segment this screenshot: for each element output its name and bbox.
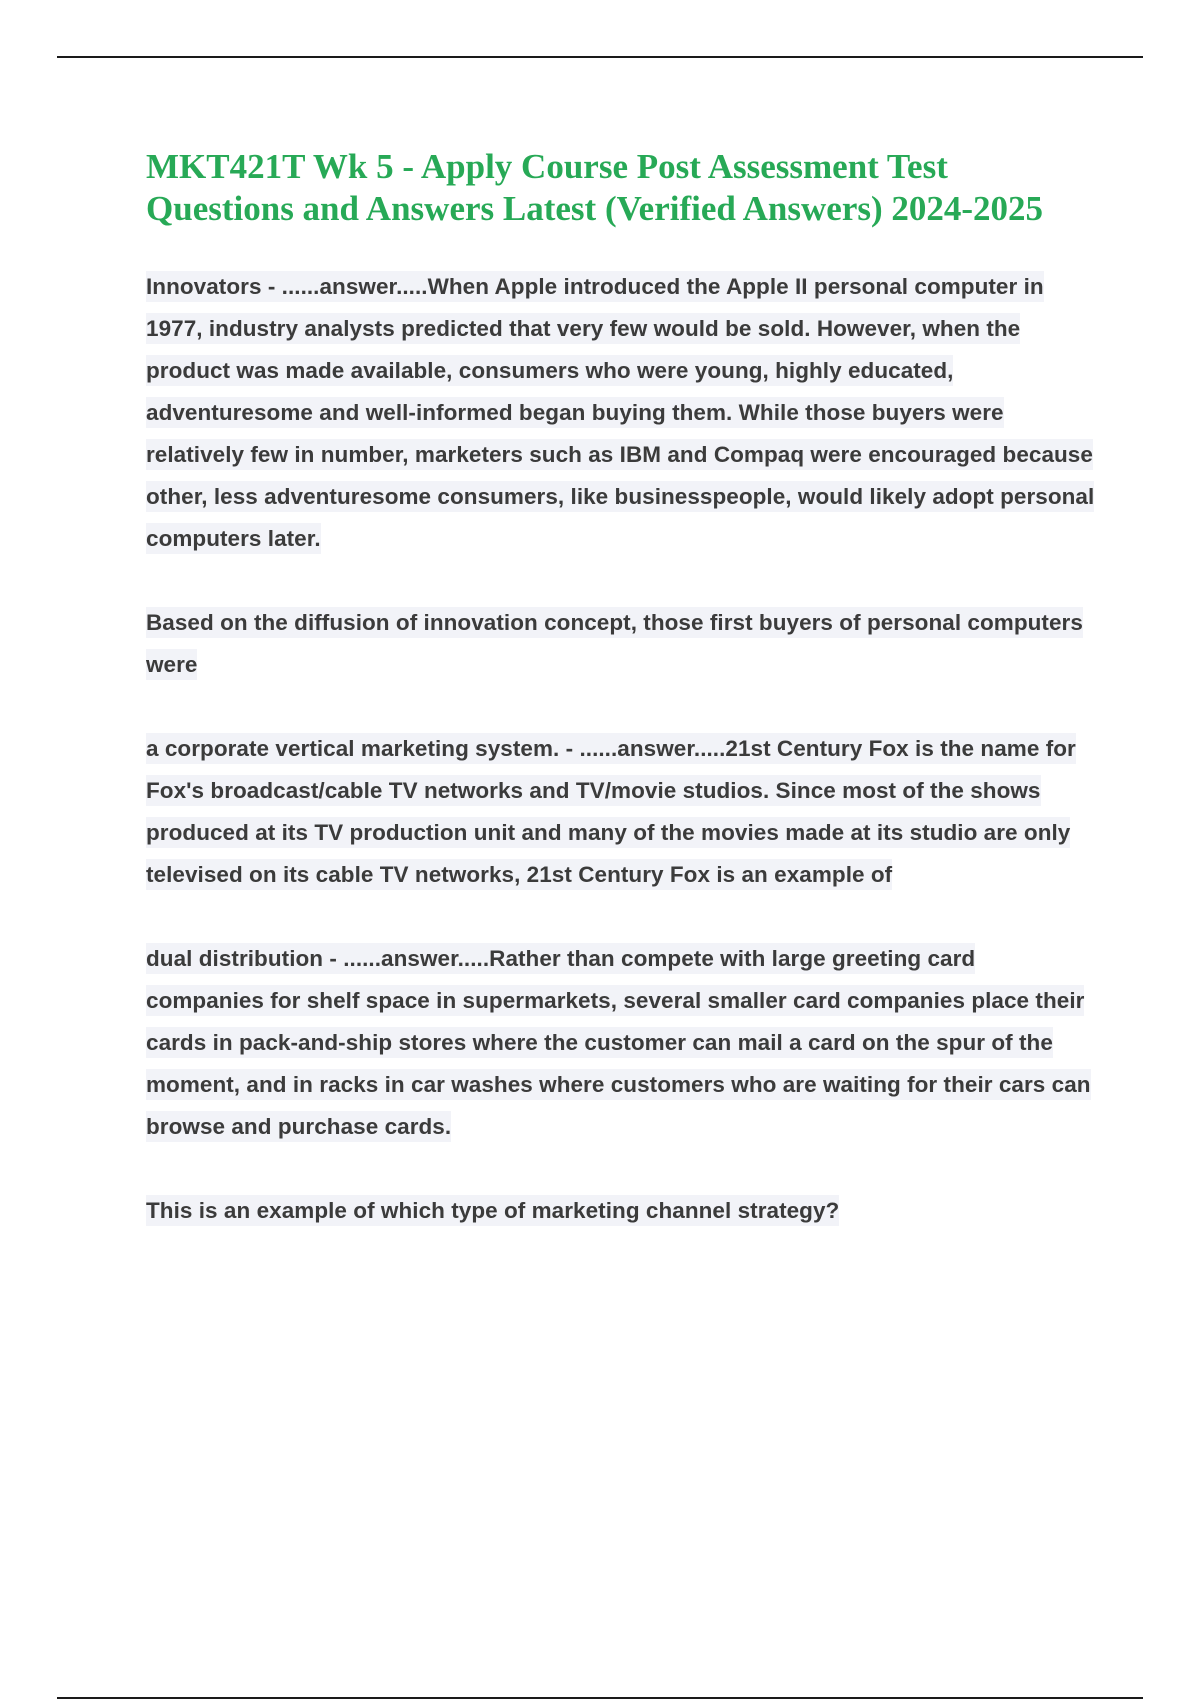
document-title: MKT421T Wk 5 - Apply Course Post Assessment Test Questions and Answers Latest (Verified Answers) 2024-2025: [146, 147, 1044, 228]
qa-paragraph-text: This is an example of which type of marketing channel strategy?: [146, 1195, 839, 1226]
qa-paragraph-channel-question: [146, 1190, 1096, 1232]
document-body: [146, 146, 1096, 1232]
qa-paragraph-innovators: [146, 266, 1096, 560]
qa-paragraph-dual-distribution: [146, 938, 1096, 1148]
qa-paragraph-text: a corporate vertical marketing system. - ......answer.....21st Century Fox is the name for Fox's broadcast/cable TV networks and TV/movie studios. Since most of the shows produced at its TV production unit and many of the movies made at its studio are only televised on its cable TV networks, 21st Century Fox is an example of: [146, 733, 1076, 890]
qa-paragraph-text: dual distribution - ......answer.....Rather than compete with large greeting card companies for shelf space in supermarkets, several smaller card companies place their cards in pack-and-ship stores where the customer can mail a card on the spur of the moment, and in racks in car washes where customers who are waiting for their cars can browse and purchase cards.: [146, 943, 1091, 1142]
qa-paragraph-text: Based on the diffusion of innovation concept, those first buyers of personal computers were: [146, 607, 1083, 680]
bottom-rule: [57, 1697, 1143, 1699]
qa-paragraph-vertical-marketing: [146, 728, 1096, 896]
qa-paragraph-text: Innovators - ......answer.....When Apple introduced the Apple II personal computer in 1977, industry analysts predicted that very few would be sold. However, when the product was made available, consumers who were young, highly educated, adventuresome and well-informed began buying them. While those buyers were relatively few in number, marketers such as IBM and Compaq were encouraged because other, less adventuresome consumers, like businesspeople, would likely adopt personal computers later.: [146, 271, 1094, 554]
qa-paragraph-diffusion-question: [146, 602, 1096, 686]
top-rule: [57, 56, 1143, 58]
